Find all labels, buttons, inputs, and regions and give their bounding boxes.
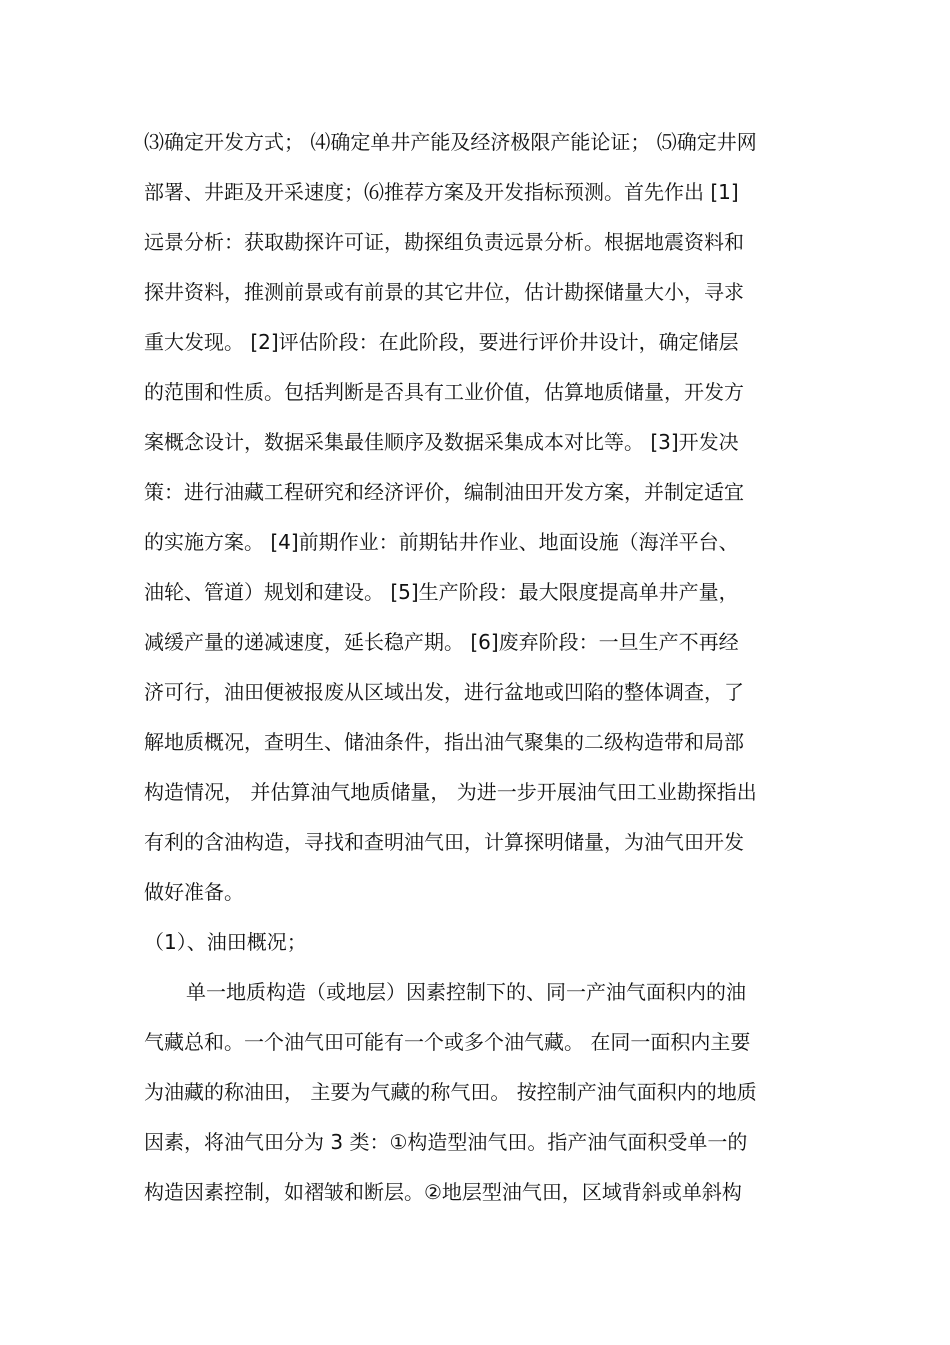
text-line: 案概念设计，数据采集最佳顺序及数据采集成本对比等。 [3]开发决 [144, 430, 739, 454]
text-line: 为油藏的称油田， 主要为气藏的称气田。 按控制产油气面积内的地质 [144, 1080, 757, 1104]
section-heading: （1）、油田概况； [144, 930, 307, 954]
text-line: 解地质概况，查明生、储油条件，指出油气聚集的二级构造带和局部 [144, 730, 744, 754]
text-line: 策：进行油藏工程研究和经济评价，编制油田开发方案，并制定适宜 [144, 480, 744, 504]
text-line: 做好准备。 [144, 880, 244, 904]
text-line: 构造因素控制，如褶皱和断层。②地层型油气田，区域背斜或单斜构 [144, 1180, 742, 1204]
text-line: 的实施方案。 [4]前期作业：前期钻井作业、地面设施（海洋平台、 [144, 530, 739, 554]
text-line: 的范围和性质。包括判断是否具有工业价值，估算地质储量，开发方 [144, 380, 744, 404]
text-line: 探井资料，推测前景或有前景的其它井位，估计勘探储量大小，寻求 [144, 280, 744, 304]
text-line: 单一地质构造（或地层）因素控制下的、同一产油气面积内的油 [186, 980, 746, 1004]
text-line: 重大发现。 [2]评估阶段：在此阶段，要进行评价井设计，确定储层 [144, 330, 739, 354]
text-line: 构造情况， 并估算油气地质储量， 为进一步开展油气田工业勘探指出 [144, 780, 757, 804]
text-line: 气藏总和。一个油气田可能有一个或多个油气藏。 在同一面积内主要 [144, 1030, 751, 1054]
text-line: 有利的含油构造，寻找和查明油气田，计算探明储量，为油气田开发 [144, 830, 744, 854]
text-line: 油轮、管道）规划和建设。 [5]生产阶段：最大限度提高单井产量， [144, 580, 739, 604]
text-line: 远景分析：获取勘探许可证，勘探组负责远景分析。根据地震资料和 [144, 230, 744, 254]
text-line: 济可行，油田便被报废从区域出发，进行盆地或凹陷的整体调查，了 [144, 680, 744, 704]
text-line: 减缓产量的递减速度，延长稳产期。 [6]废弃阶段：一旦生产不再经 [144, 630, 739, 654]
text-line: 部署、井距及开采速度；⑹推荐方案及开发指标预测。首先作出 [1] [144, 180, 739, 204]
text-line: ⑶确定开发方式； ⑷确定单井产能及经济极限产能论证； ⑸确定井网 [144, 130, 757, 154]
text-line: 因素，将油气田分为 3 类：①构造型油气田。指产油气面积受单一的 [144, 1130, 748, 1154]
